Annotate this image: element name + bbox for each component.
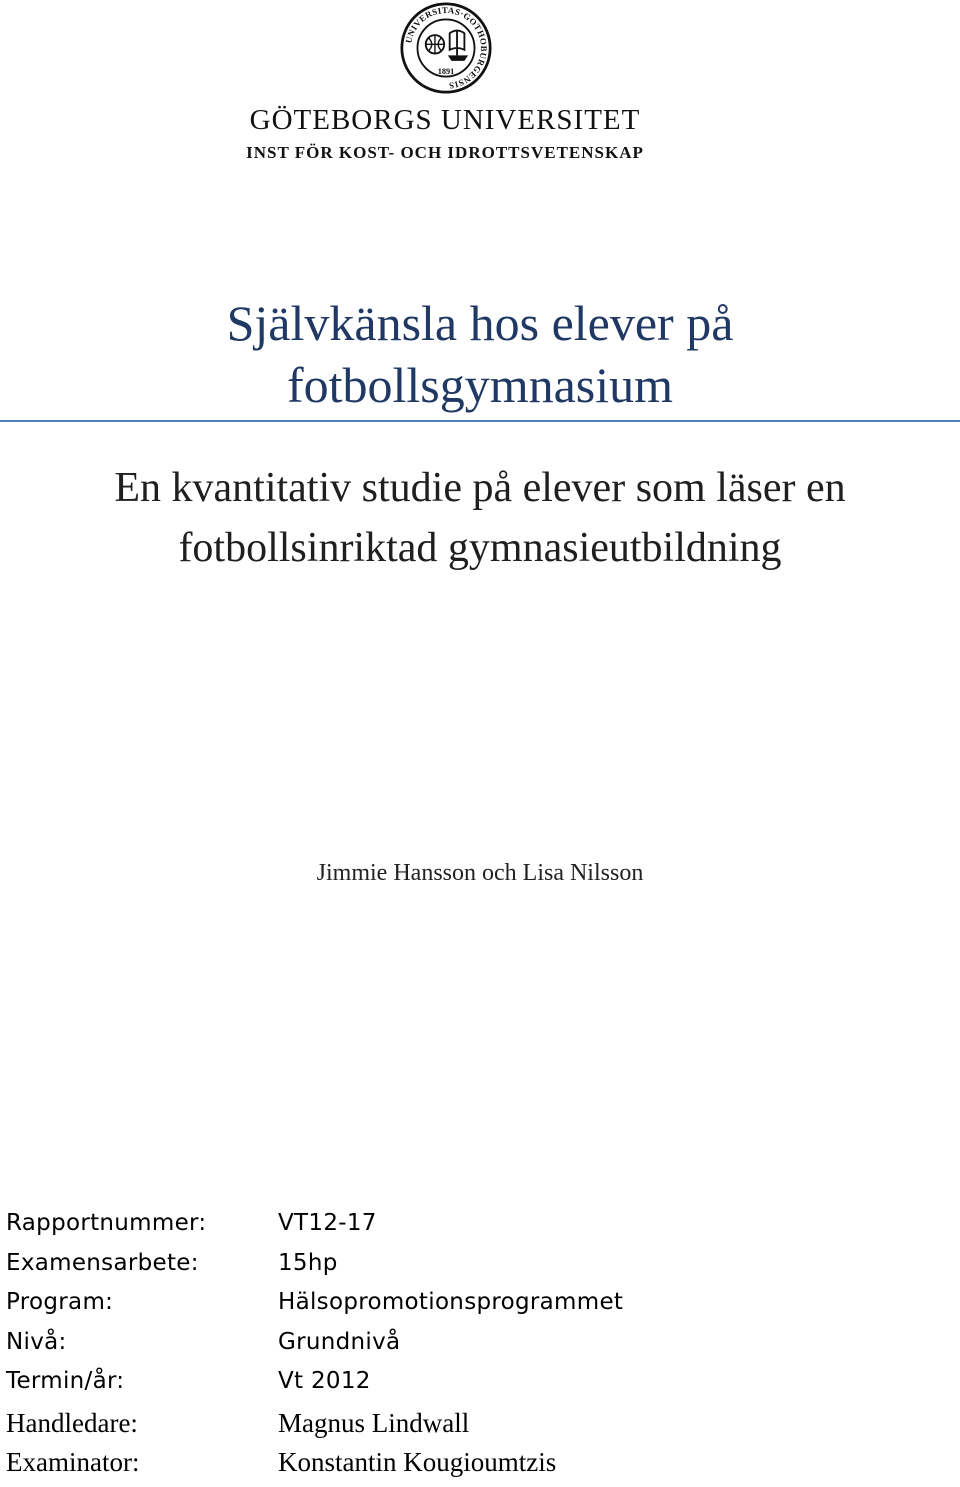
institution-name: INST FÖR KOST- OCH IDROTTSVETENSKAP (246, 143, 644, 162)
meta-value: Hälsopromotionsprogrammet (278, 1289, 624, 1315)
meta-value: Konstantin Kougioumtzis (278, 1447, 557, 1477)
meta-label: Rapportnummer: (6, 1210, 207, 1236)
title-divider (0, 420, 960, 422)
authors: Jimmie Hansson och Lisa Nilsson (316, 860, 644, 886)
seal-text: UNIVERSITAS·GOTHOBURGENSIS (403, 4, 490, 91)
meta-label: Nivå: (6, 1328, 67, 1355)
meta-label: Examinator: (6, 1447, 140, 1477)
meta-row-thesis-credits (6, 1250, 956, 1290)
subtitle-line-1: En kvantitativ studie på elever som läser en (114, 465, 846, 511)
meta-row-examiner (6, 1447, 956, 1487)
title-line-2: fotbollsgymnasium (286, 357, 674, 413)
svg-text:UNIVERSITAS·GOTHOBURGENSIS (403, 5, 489, 91)
meta-label: Examensarbete: (6, 1249, 199, 1276)
university-name: GÖTEBORGS UNIVERSITET (249, 104, 641, 136)
meta-value: 15hp (278, 1249, 338, 1276)
subtitle-line-2: fotbollsinriktad gymnasieutbildning (178, 525, 782, 571)
meta-value: Grundnivå (278, 1328, 401, 1355)
meta-row-report-number (6, 1210, 956, 1250)
report-metadata (6, 1210, 956, 1487)
meta-label: Program: (6, 1289, 114, 1315)
meta-value: Vt 2012 (278, 1368, 371, 1394)
meta-label: Handledare: (6, 1407, 138, 1438)
meta-row-supervisor (6, 1408, 956, 1448)
meta-row-program (6, 1289, 956, 1329)
title-line-1: Självkänsla hos elever på (226, 295, 734, 351)
seal-year: 1891 (437, 66, 455, 76)
meta-row-level (6, 1329, 956, 1369)
meta-label: Termin/år: (6, 1368, 125, 1394)
document-title (0, 292, 960, 416)
university-seal-icon (400, 2, 492, 94)
document-subtitle (0, 458, 960, 578)
meta-value: Magnus Lindwall (278, 1407, 470, 1438)
meta-value: VT12-17 (278, 1210, 377, 1236)
meta-row-term-year (6, 1368, 956, 1408)
